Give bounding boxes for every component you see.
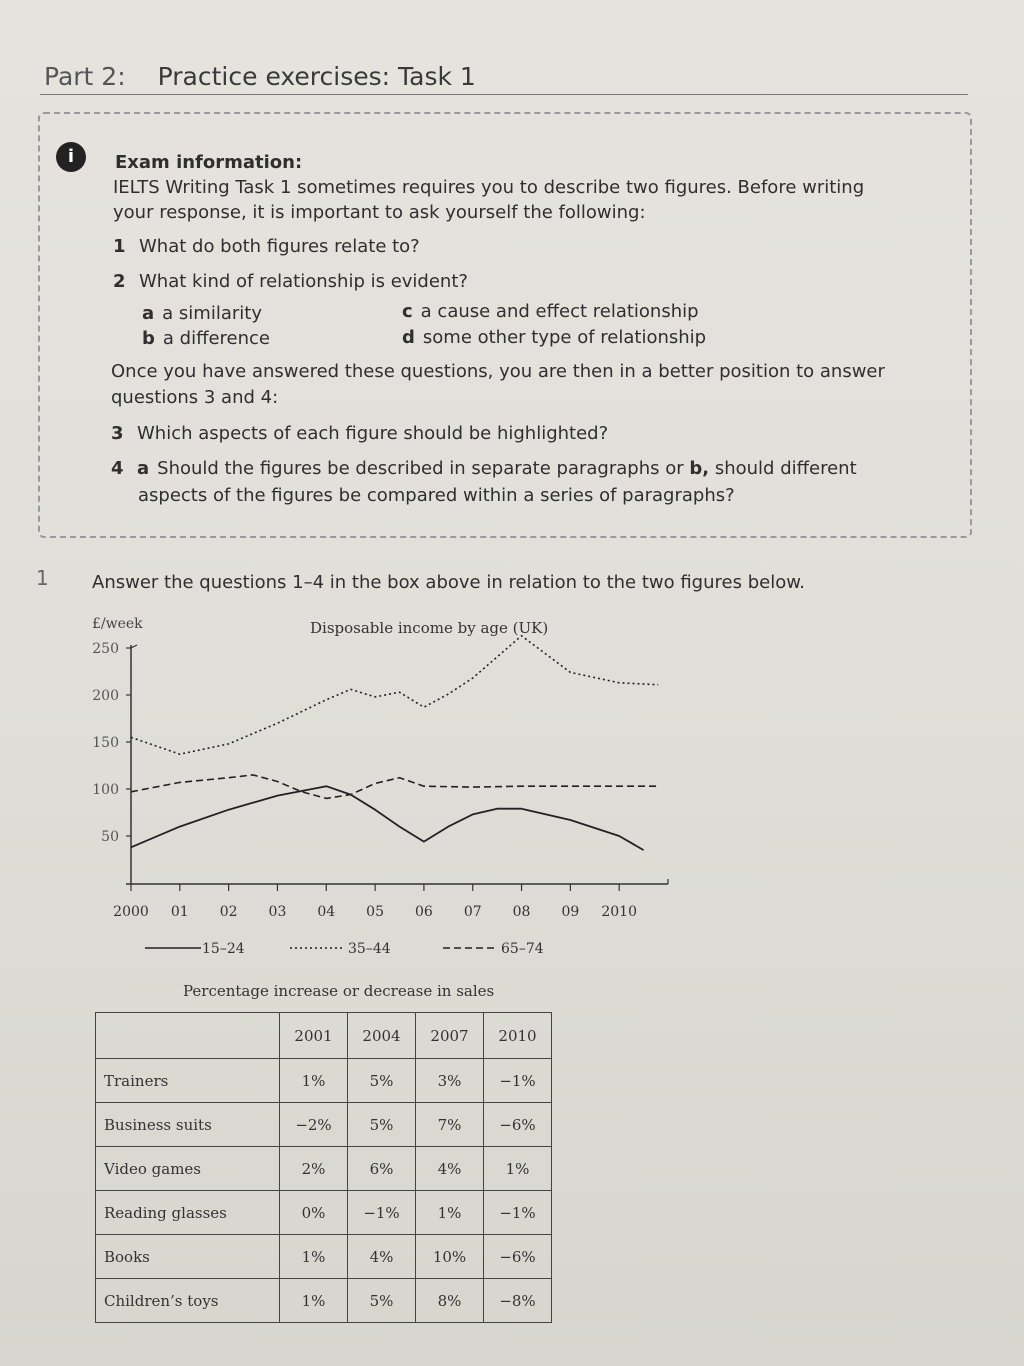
table-cell: 1%	[484, 1147, 552, 1191]
question-4-text-end: should different	[714, 458, 857, 479]
table-row	[96, 1059, 552, 1103]
option-a-letter: a	[142, 303, 155, 324]
info-icon: i	[56, 142, 86, 172]
option-c-text: a cause and effect relationship	[420, 301, 699, 322]
table-cell: 5%	[348, 1059, 416, 1103]
question-4-a-letter: a	[137, 458, 150, 479]
legend-label: 35–44	[348, 941, 391, 957]
table-row	[96, 1235, 552, 1279]
question-3-number: 3	[111, 423, 124, 444]
table-row	[96, 1147, 552, 1191]
x-tick-label: 03	[268, 904, 287, 920]
y-tick-label: 200	[92, 688, 119, 704]
table-cell: 10%	[416, 1235, 484, 1279]
series-line-solid	[131, 786, 644, 850]
option-d-letter: d	[402, 327, 415, 348]
page-title: Practice exercises: Task 1	[157, 62, 476, 91]
question-1	[113, 236, 420, 257]
x-tick-label: 01	[170, 904, 189, 920]
part-label: Part 2:	[44, 62, 126, 91]
table-cell: −6%	[484, 1103, 552, 1147]
x-tick-label: 02	[219, 904, 238, 920]
table-cell: 0%	[280, 1191, 348, 1235]
x-tick-label: 2010	[601, 904, 638, 920]
row-label: Business suits	[96, 1103, 280, 1147]
option-a-text: a similarity	[162, 303, 262, 324]
table-cell: 8%	[416, 1279, 484, 1323]
table-cell: −8%	[484, 1279, 552, 1323]
table-cell: 2%	[280, 1147, 348, 1191]
y-tick-label: 50	[101, 829, 119, 845]
series-line-dotted	[131, 636, 658, 754]
option-b-text: a difference	[162, 328, 271, 349]
table-cell: 1%	[280, 1235, 348, 1279]
once-text-1: Once you have answered these questions, you are then in a better position to answer	[111, 361, 885, 382]
table-cell: 7%	[416, 1103, 484, 1147]
question-1-text: What do both figures relate to?	[139, 236, 420, 257]
question-3	[111, 423, 608, 444]
option-a	[142, 303, 262, 324]
x-tick-label: 2000	[113, 904, 149, 920]
question-4-text-mid: Should the figures be described in separate paragraphs or	[157, 458, 684, 479]
table-row	[96, 1279, 552, 1323]
question-2	[113, 271, 468, 292]
x-tick-label: 09	[561, 904, 580, 920]
x-tick-label: 06	[414, 904, 433, 920]
exam-info-intro-2: your response, it is important to ask yourself the following:	[113, 202, 646, 223]
table-cell: −2%	[280, 1103, 348, 1147]
exam-info-intro-1: IELTS Writing Task 1 sometimes requires you to describe two figures. Before writing	[113, 177, 865, 198]
table-corner-cell	[96, 1013, 280, 1059]
y-tick-label: 150	[92, 735, 119, 751]
question-3-text: Which aspects of each figure should be highlighted?	[137, 423, 609, 444]
legend-label: 15–24	[202, 941, 245, 957]
table-header-cell: 2007	[416, 1013, 484, 1059]
row-label: Books	[96, 1235, 280, 1279]
option-c	[402, 301, 699, 322]
question-1-number: 1	[113, 236, 126, 257]
row-label: Reading glasses	[96, 1191, 280, 1235]
option-b	[142, 328, 270, 349]
table-title: Percentage increase or decrease in sales	[183, 982, 495, 1000]
question-2-text: What kind of relationship is evident?	[139, 271, 468, 292]
table-header-cell: 2010	[484, 1013, 552, 1059]
option-b-letter: b	[142, 328, 155, 349]
x-tick-label: 07	[463, 904, 482, 920]
question-4-b-letter: b,	[689, 458, 710, 479]
sales-table	[95, 1012, 552, 1323]
table-cell: 4%	[348, 1235, 416, 1279]
table-cell: 5%	[348, 1279, 416, 1323]
question-4	[111, 458, 857, 479]
exam-info-heading: Exam information:	[115, 152, 303, 173]
legend-label: 65–74	[501, 941, 544, 957]
table-row	[96, 1103, 552, 1147]
series-line-dashed	[131, 775, 658, 799]
chart-y-unit: £/week	[92, 616, 143, 632]
y-axis-top-tick	[131, 645, 137, 648]
table-cell: −1%	[484, 1191, 552, 1235]
exercise-instruction: Answer the questions 1–4 in the box above in relation to the two figures below.	[92, 572, 806, 593]
table-cell: −6%	[484, 1235, 552, 1279]
table-row	[96, 1191, 552, 1235]
table-cell: 1%	[280, 1059, 348, 1103]
question-4-line-2: aspects of the figures be compared within a series of paragraphs?	[138, 485, 735, 506]
table-cell: 3%	[416, 1059, 484, 1103]
question-4-number: 4	[111, 458, 124, 479]
y-tick-label: 100	[92, 782, 119, 798]
once-text-2: questions 3 and 4:	[111, 387, 279, 408]
row-label: Trainers	[96, 1059, 280, 1103]
table-header-row	[96, 1013, 552, 1059]
row-label: Video games	[96, 1147, 280, 1191]
option-c-letter: c	[402, 301, 413, 322]
page-header	[44, 62, 476, 91]
x-tick-label: 08	[512, 904, 531, 920]
option-d	[402, 327, 706, 348]
table-cell: −1%	[348, 1191, 416, 1235]
table-header-cell: 2004	[348, 1013, 416, 1059]
table-cell: 6%	[348, 1147, 416, 1191]
question-2-number: 2	[113, 271, 126, 292]
x-tick-label: 05	[366, 904, 385, 920]
table-cell: 4%	[416, 1147, 484, 1191]
exercise-number: 1	[36, 566, 49, 590]
table-cell: 1%	[416, 1191, 484, 1235]
x-tick-label: 04	[317, 904, 336, 920]
table-cell: 1%	[280, 1279, 348, 1323]
header-rule	[40, 94, 968, 95]
table-cell: 5%	[348, 1103, 416, 1147]
y-tick-label: 250	[92, 641, 119, 657]
option-d-text: some other type of relationship	[422, 327, 707, 348]
row-label: Children’s toys	[96, 1279, 280, 1323]
table-header-cell: 2001	[280, 1013, 348, 1059]
table-cell: −1%	[484, 1059, 552, 1103]
chart-title: Disposable income by age (UK)	[310, 619, 549, 637]
